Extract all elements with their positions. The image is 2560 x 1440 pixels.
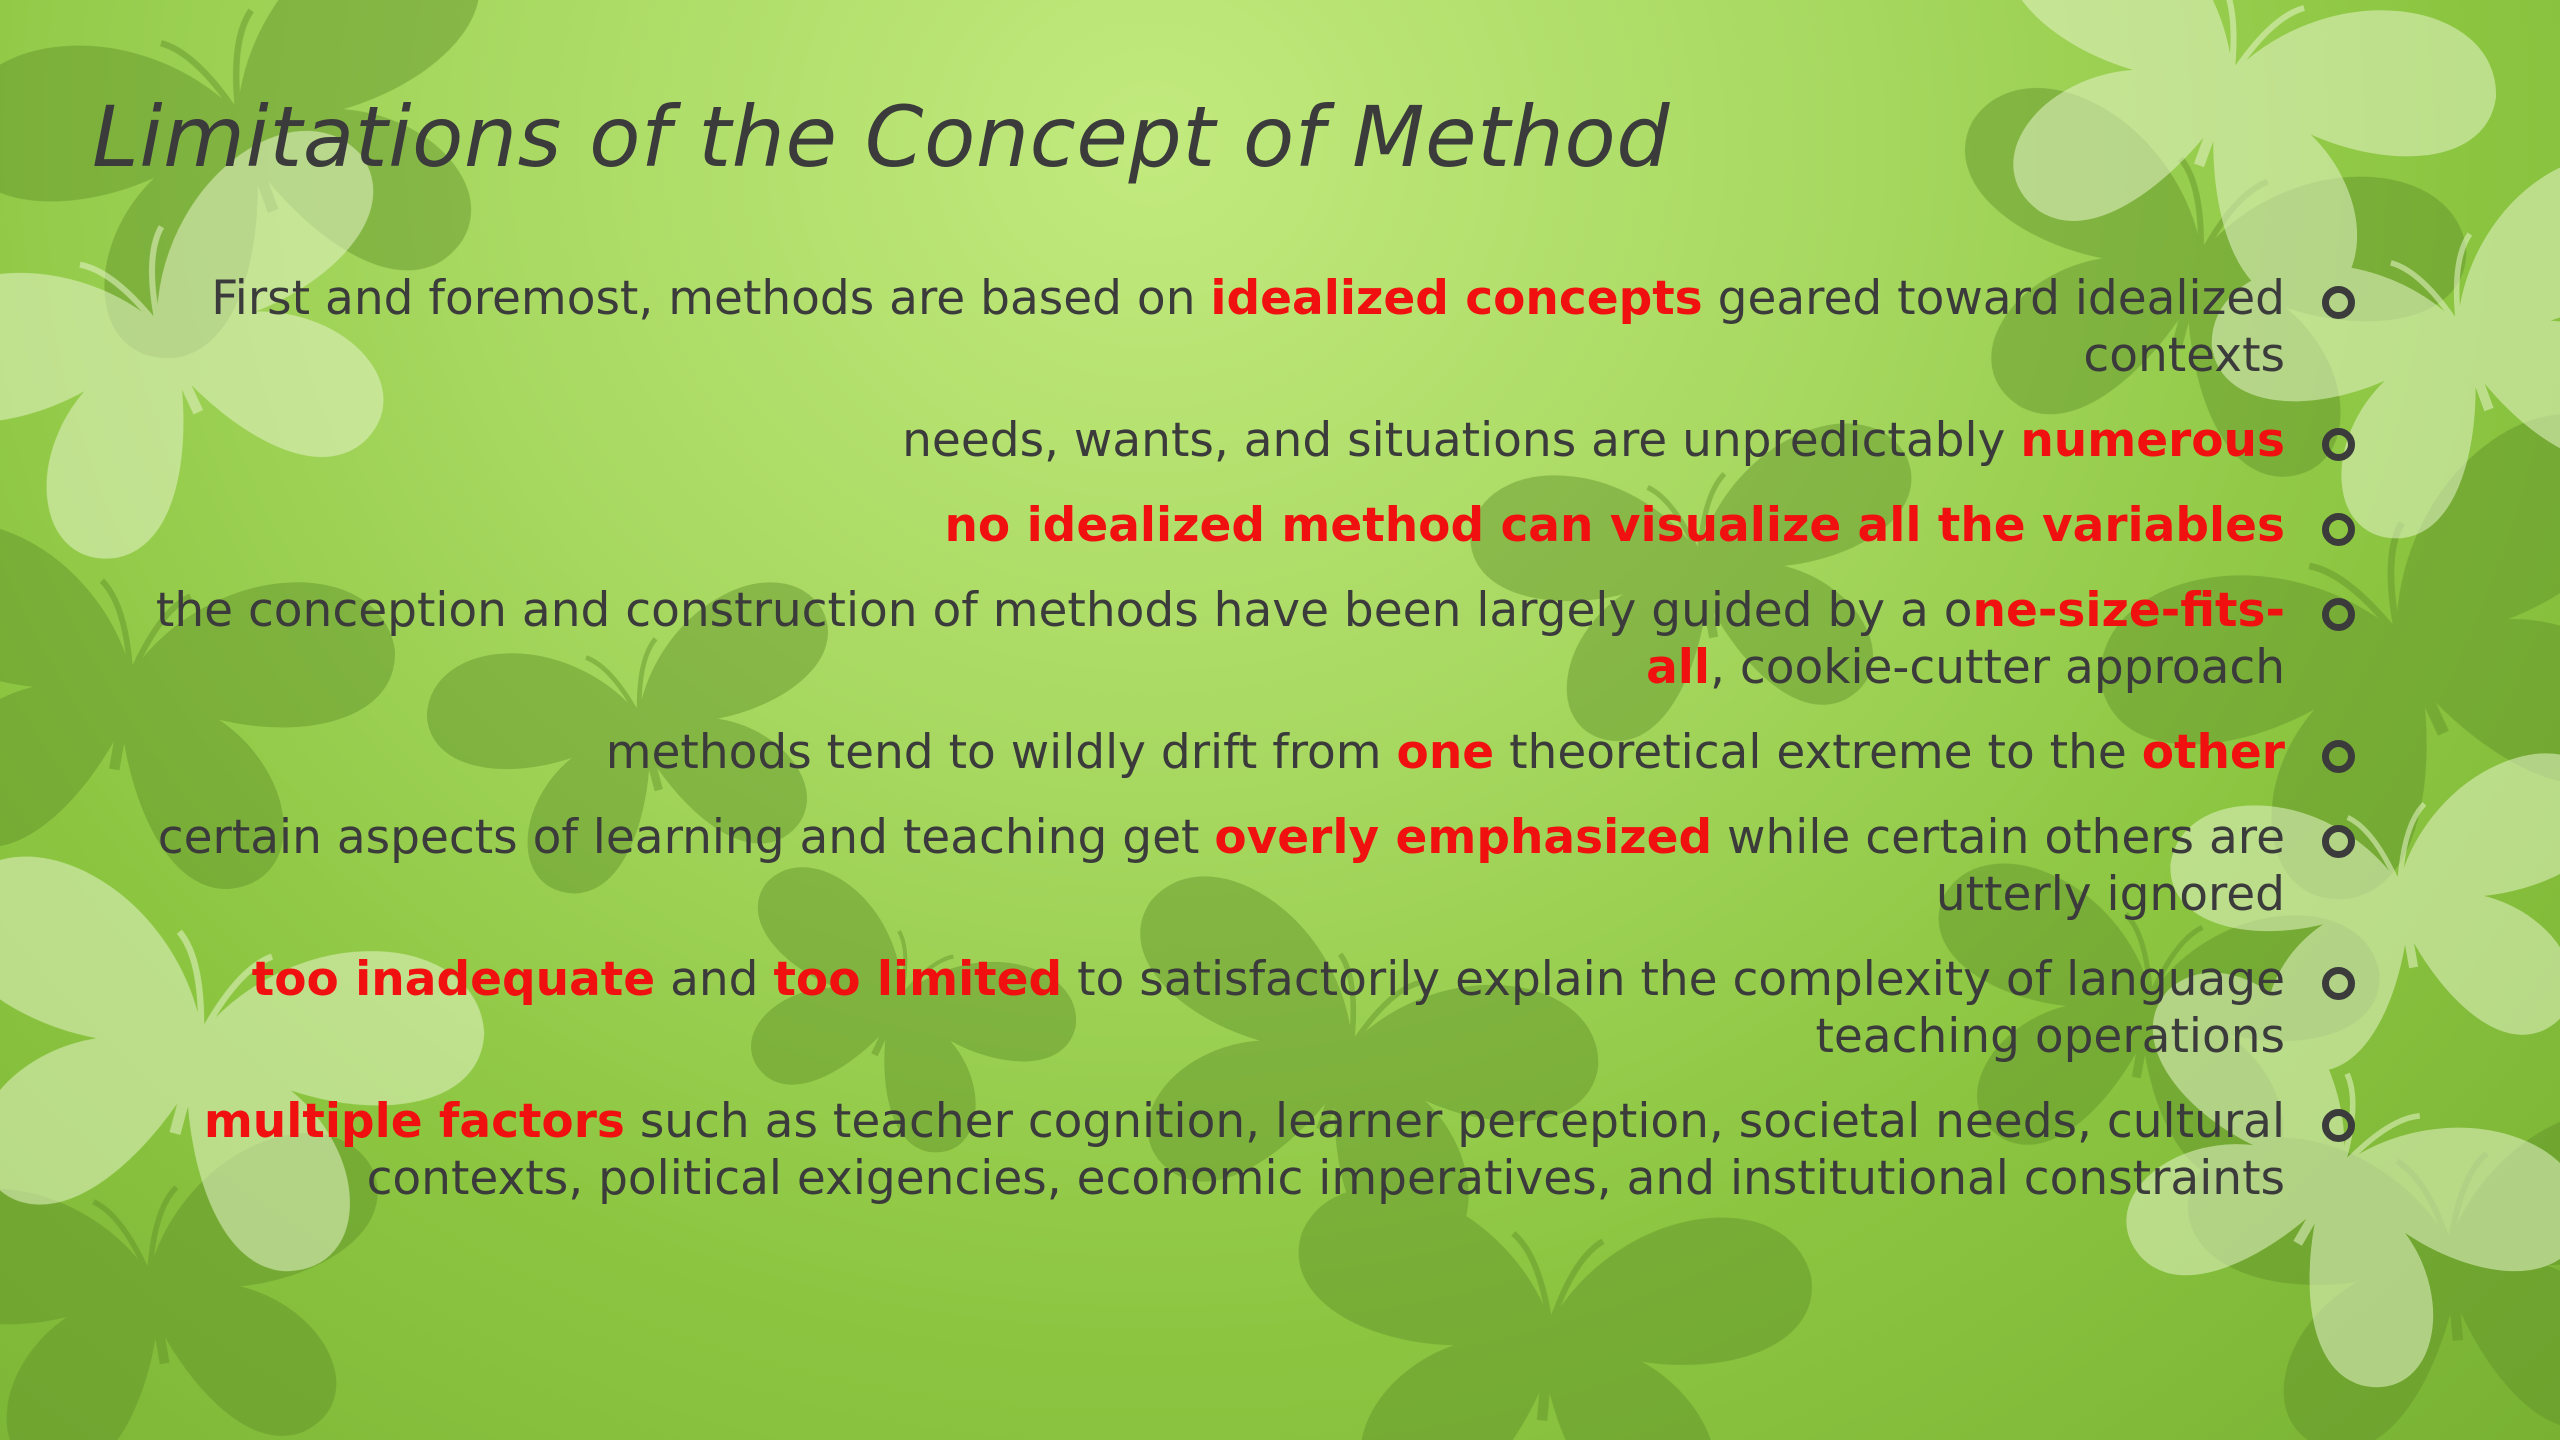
bullet-item [90, 724, 2290, 781]
highlighted-text: one [1396, 725, 1495, 780]
bullet-item [90, 809, 2290, 923]
bullet-item [90, 951, 2290, 1065]
bullet-list [90, 270, 2290, 1235]
bullet-item [90, 412, 2290, 469]
bullet-marker-icon [2322, 428, 2355, 461]
bullet-text: such as teacher cognition, learner perception, societal needs, cultural contexts, political exigencies, economic imperatives, and institutional constraints [366, 1094, 2285, 1206]
bullet-marker-icon [2322, 740, 2355, 773]
bullet-marker-icon [2322, 1109, 2355, 1142]
highlighted-text: other [2141, 725, 2285, 780]
bullet-marker-icon [2322, 825, 2355, 858]
bullet-text: and [655, 952, 774, 1007]
bullet-text: geared toward idealized contexts [1702, 271, 2285, 383]
bullet-text: , cookie-cutter approach [1710, 640, 2285, 695]
highlighted-text: no idealized method can visualize all the variables [944, 498, 2285, 553]
bullet-item [90, 270, 2290, 384]
bullet-marker-icon [2322, 967, 2355, 1000]
bullet-marker-icon [2322, 286, 2355, 319]
highlighted-text: too inadequate [251, 952, 656, 1007]
bullet-marker-icon [2322, 513, 2355, 546]
slide-title: Limitations of the Concept of Method [92, 88, 1671, 186]
bullet-text: certain aspects of learning and teaching get [157, 810, 1215, 865]
bullet-text: needs, wants, and situations are unpredictably [902, 413, 2021, 468]
bullet-text: while certain others are utterly ignored [1712, 810, 2285, 922]
highlighted-text: overly emphasized [1214, 810, 1713, 865]
highlighted-text: numerous [2020, 413, 2285, 468]
bullet-text: to satisfactorily explain the complexity of language teaching operations [1062, 952, 2285, 1064]
highlighted-text: ne-size-fits-all [1646, 583, 2285, 695]
bullet-marker-icon [2322, 598, 2355, 631]
bullet-item [90, 582, 2290, 696]
bullet-text: First and foremost, methods are based on [211, 271, 1211, 326]
highlighted-text: too limited [773, 952, 1063, 1007]
bullet-text: methods tend to wildly drift from [605, 725, 1397, 780]
bullet-text: the conception and construction of methods have been largely guided by a o [155, 583, 1973, 638]
bullet-text: theoretical extreme to the [1494, 725, 2142, 780]
highlighted-text: idealized concepts [1210, 271, 1703, 326]
highlighted-text: multiple factors [203, 1094, 625, 1149]
bullet-item [90, 1093, 2290, 1207]
bullet-item [90, 497, 2290, 554]
